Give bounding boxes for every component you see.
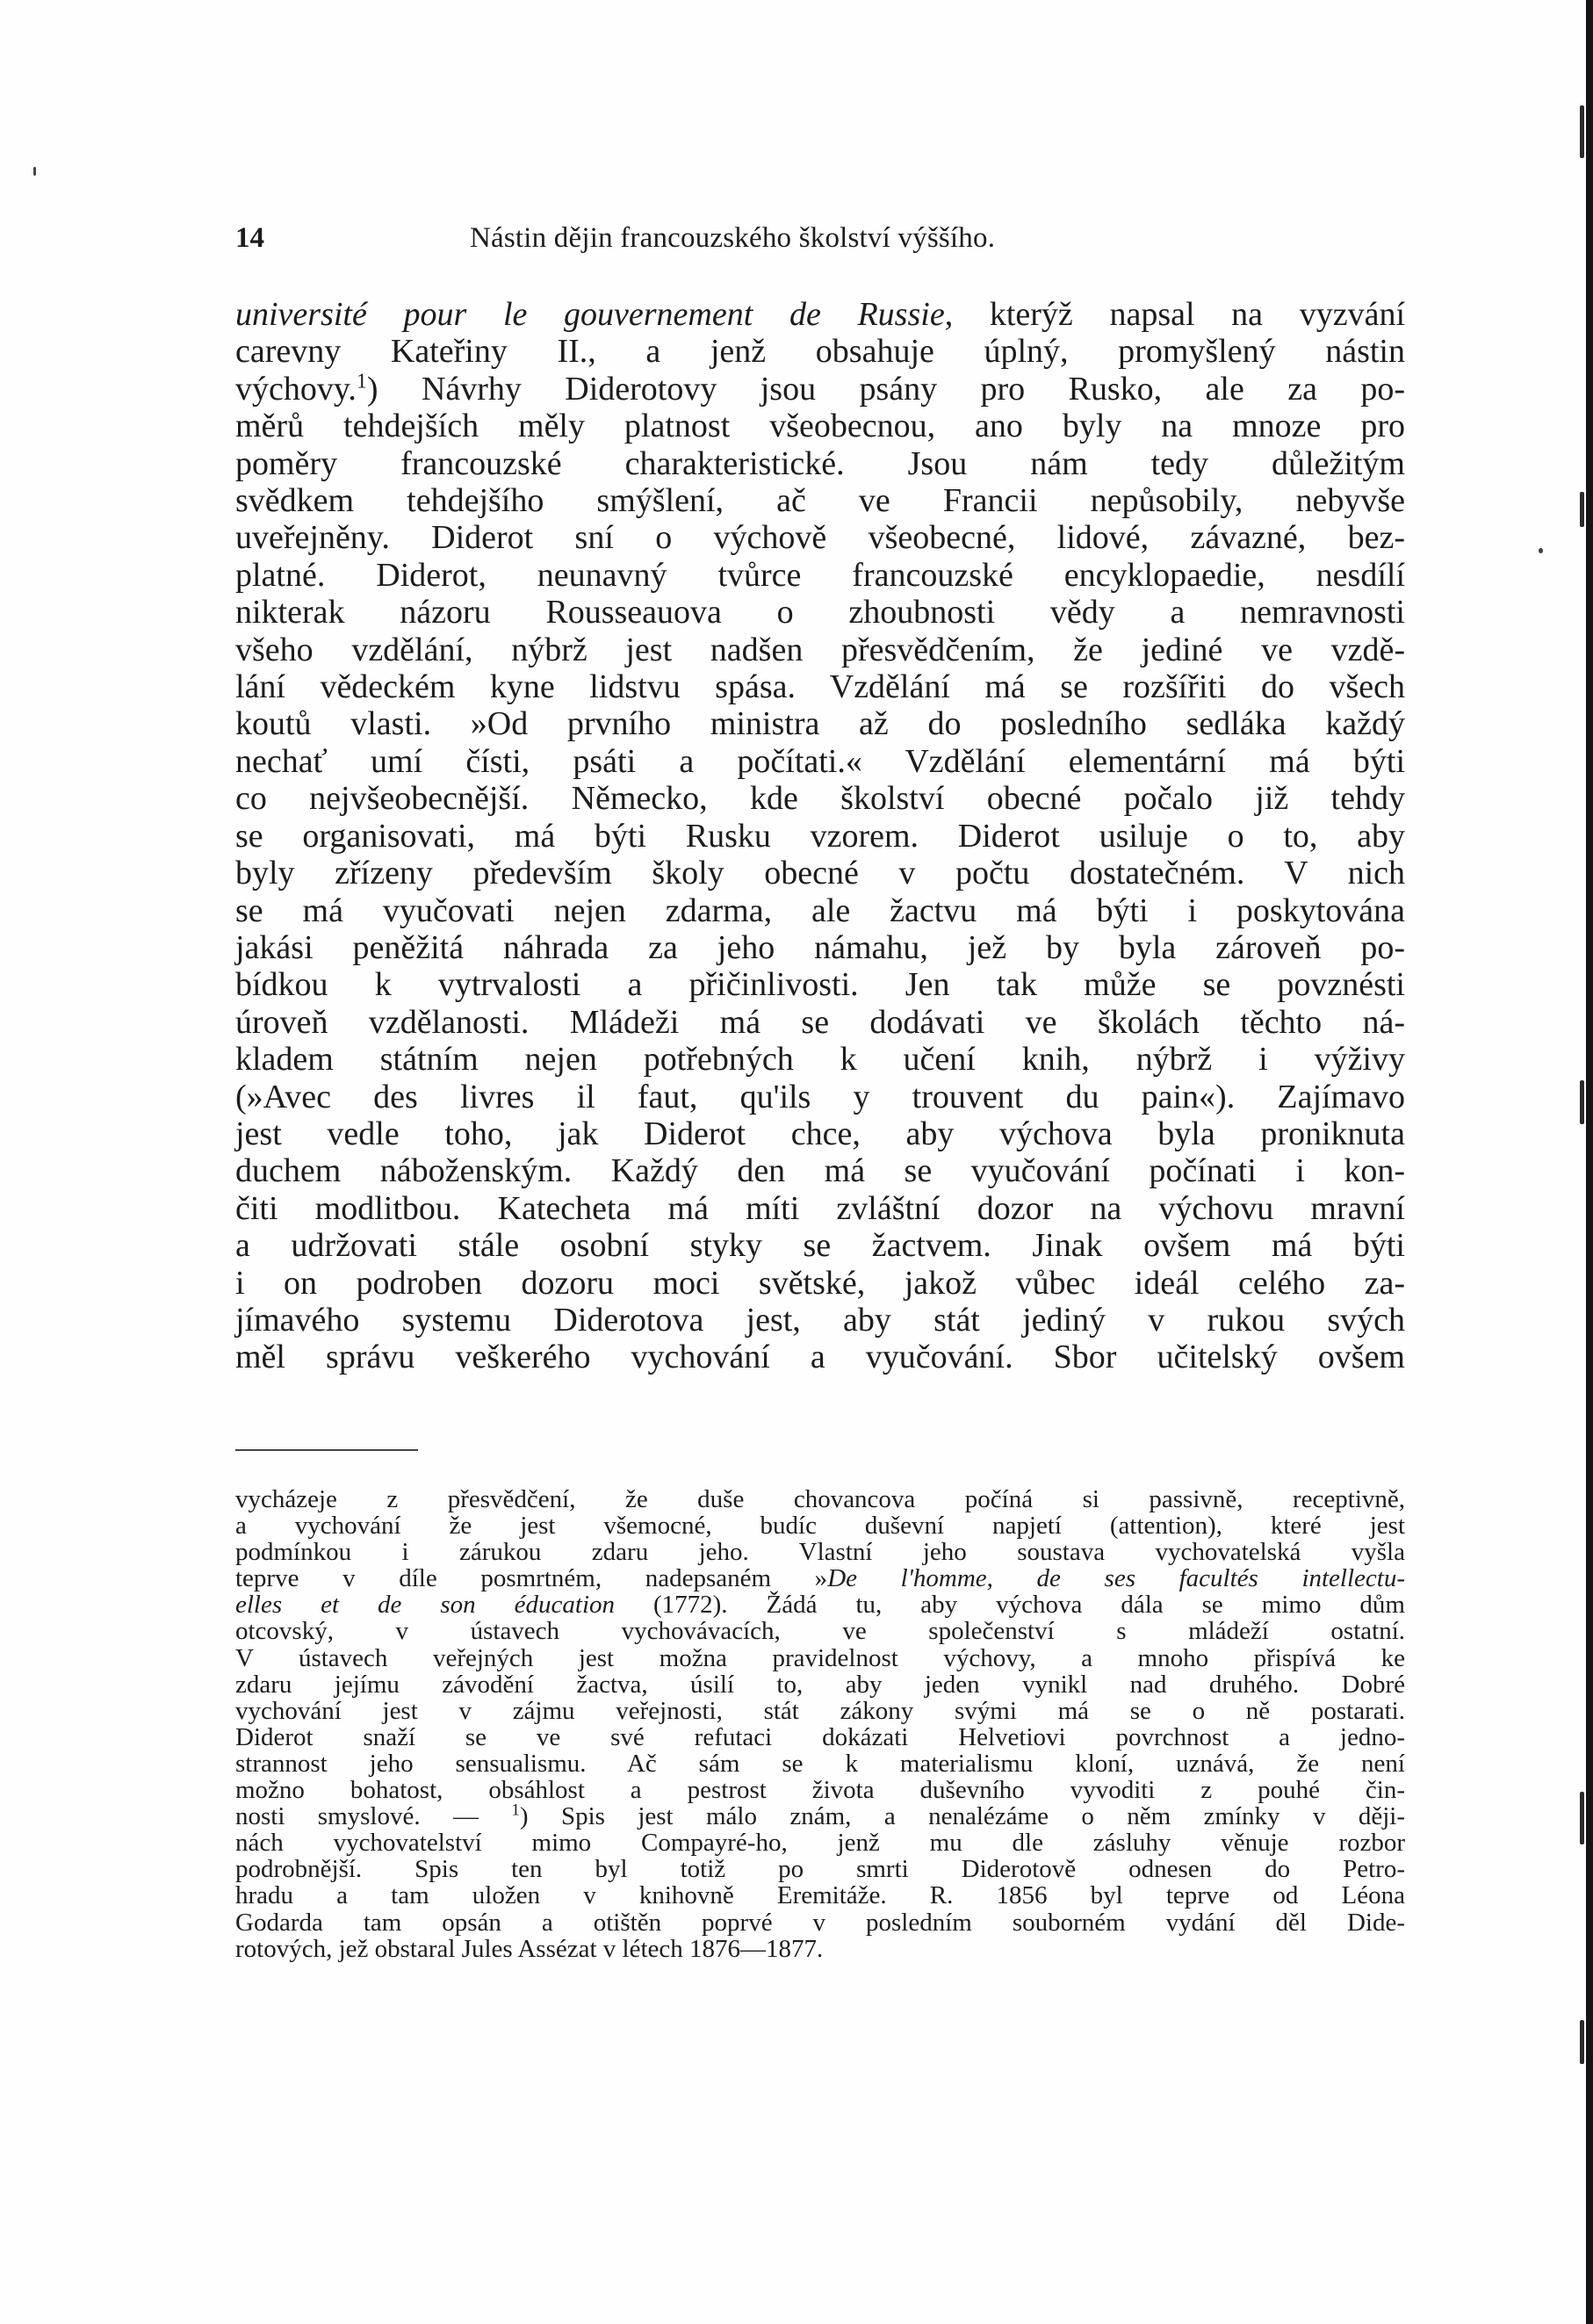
footnote-line-head: teprve v díle posmrtném, nadepsaném » [235, 1564, 828, 1593]
text-line: jakási peněžitá náhrada za jeho námahu, jež by byla zároveň po- [235, 928, 1405, 966]
footnote-line [235, 1591, 1405, 1618]
scan-speck [1539, 548, 1543, 553]
text-line-tail: , kterýž napsal na vyzvání [944, 296, 1405, 333]
footnote-line: hradu a tam uložen v knihovně Eremitáže. R. 1856 byl teprve od Léona [235, 1881, 1405, 1910]
text-line: koutů vlasti. »Od prvního ministra až do posledního sedláka každý [235, 705, 1405, 743]
text-line: duchem náboženským. Každý den má se vyučování počínati i kon- [235, 1152, 1405, 1190]
footnote-line: podmínkou i zárukou zdaru jeho. Vlastní jeho soustava vychovatelská vyšla [235, 1538, 1405, 1567]
text-line: carevny Kateřiny II., a jenž obsahuje úplný, promyšlený nástin [235, 333, 1405, 371]
footnote-line: vychování jest v zájmu veřejnosti, stát zákony svými má se o ně postarati. [235, 1696, 1405, 1725]
footnote-line-tail: (1772). Žádá tu, aby výchova dála se mimo dům [615, 1591, 1405, 1620]
text-line: a udržovati stále osobní styky se žactvem. Jinak ovšem má býti [235, 1227, 1405, 1265]
scan-edge [1586, 0, 1593, 2324]
scan-mark [1580, 1080, 1584, 1124]
footnote-line-italic: De l'homme, de ses facultés intellectu- [827, 1564, 1406, 1593]
page-number: 14 [235, 222, 264, 254]
text-line: byly zřízeny především školy obecné v počtu dostatečném. V nich [235, 855, 1405, 892]
footnote-line: V ústavech veřejných jest možna pravidelnost výchovy, a mnoho přispívá ke [235, 1643, 1405, 1672]
text-line: nikterak názoru Rousseauova o zhoubnosti vědy a nemravnosti [235, 594, 1405, 632]
text-line: nechať umí čísti, psáti a počítati.« Vzdělání elementární má býti [235, 742, 1405, 780]
text-line: co nejvšeobecnější. Německo, kde školství obecné počalo již tehdy [235, 780, 1405, 818]
footnote-separator [235, 1449, 418, 1451]
text-line: kladem státním nejen potřebných k učení knih, nýbrž i výživy [235, 1041, 1405, 1079]
text-line: čiti modlitbou. Katecheta má míti zvláštní dozor na výchovu mravní [235, 1189, 1405, 1227]
text-line: poměry francouzské charakteristické. Jsou nám tedy důležitým [235, 444, 1405, 482]
footnote-line: Diderot snaží se ve své refutaci dokázati Helvetiovi povrchnost a jedno- [235, 1722, 1405, 1751]
scan-mark [1580, 2020, 1584, 2064]
text-line: bídkou k vytrvalosti a přičinlivosti. Jen tak může se povznésti [235, 966, 1405, 1004]
text-line: výchovy.$^1$) Návrhy Diderotovy jsou psány pro Rusko, ale za po- [235, 370, 1405, 408]
text-line: jímavého systemu Diderotova jest, aby stát jediný v rukou svých [235, 1301, 1405, 1339]
scan-speck [33, 167, 36, 176]
scan-mark [1580, 105, 1584, 158]
footnote-line: otcovský, v ústavech vychovávacích, ve společenství s mládeží ostatní. [235, 1617, 1405, 1646]
text-line: jest vedle toho, jak Diderot chce, aby výchova byla proniknuta [235, 1115, 1405, 1152]
footnote-line: podrobnější. Spis ten byl totiž po smrti Diderotově odnesen do Petro- [235, 1855, 1405, 1884]
text-line: platné. Diderot, neunavný tvůrce francouzské encyklopaedie, nesdílí [235, 556, 1405, 594]
footnote-line-italic: elles et de son éducation [235, 1591, 616, 1620]
running-header [235, 216, 1412, 260]
footnote-line: strannost jeho sensualismu. Ač sám se k materialismu kloní, uznává, že není [235, 1749, 1405, 1778]
footnote-line: rotových, jež obstaral Jules Assézat v létech 1876—1877. [235, 1934, 824, 1963]
text-line: svědkem tehdejšího smýšlení, ač ve Francii nepůsobily, nebyvše [235, 482, 1405, 520]
footnote-line: Godarda tam opsán a otištěn poprvé v posledním souborném vydání děl Dide- [235, 1908, 1405, 1937]
text-line: (»Avec des livres il faut, qu'ils y trouvent du pain«). Zajímavo [235, 1078, 1405, 1115]
footnote-line: vycházeje z přesvědčení, že duše chovancova počíná si passivně, receptivně, [235, 1485, 1405, 1513]
footnote-line: nách vychovatelství mimo Compayré-ho, jenž mu dle zásluhy věnuje rozbor [235, 1829, 1405, 1858]
text-line [235, 296, 1405, 333]
text-line: i on podroben dozoru moci světské, jakož vůbec ideál celého za- [235, 1264, 1405, 1302]
running-title: Nástin dějin francouzského školství výššího. [470, 222, 996, 254]
footnote-line: a vychování že jest všemocné, budíc duševní napjetí (attention), které jest [235, 1512, 1405, 1541]
text-line: úroveň vzdělanosti. Mládeži má se dodávati ve školách těchto ná- [235, 1003, 1405, 1041]
text-line-italic: université pour le gouvernement de Russie [235, 296, 945, 333]
scan-mark [1580, 492, 1584, 527]
text-line: měrů tehdejších měly platnost všeobecnou, ano byly na mnoze pro [235, 408, 1405, 445]
main-text [235, 296, 1405, 1376]
scan-mark [1580, 1792, 1584, 1844]
text-line: měl správu veškerého vychování a vyučování. Sbor učitelský ovšem [235, 1339, 1405, 1376]
text-line: se má vyučovati nejen zdarma, ale žactvu má býti i poskytována [235, 891, 1405, 929]
text-line: všeho vzdělání, nýbrž jest nadšen přesvědčením, že jediné ve vzdě- [235, 631, 1405, 668]
text-line: uveřejněny. Diderot sní o výchově všeobecné, lidové, závazné, bez- [235, 519, 1405, 557]
footnote-line: nosti smyslové. — $^1$) Spis jest málo znám, a nenalézáme o něm zmínky v ději- [235, 1801, 1405, 1831]
text-line: se organisovati, má býti Rusku vzorem. Diderot usiluje o to, aby [235, 817, 1405, 855]
footnote-line: možno bohatost, obsáhlost a pestrost života duševního vyvoditi z pouhé čin- [235, 1776, 1405, 1805]
footnote-line [235, 1565, 1405, 1591]
footnote-line: zdaru jejímu závodění žactva, úsilí to, aby jeden vynikl nad druhého. Dobré [235, 1670, 1405, 1699]
text-line: lání vědeckém kyne lidstvu spása. Vzdělání má se rozšířiti do všech [235, 668, 1405, 706]
footnotes [235, 1486, 1405, 1962]
